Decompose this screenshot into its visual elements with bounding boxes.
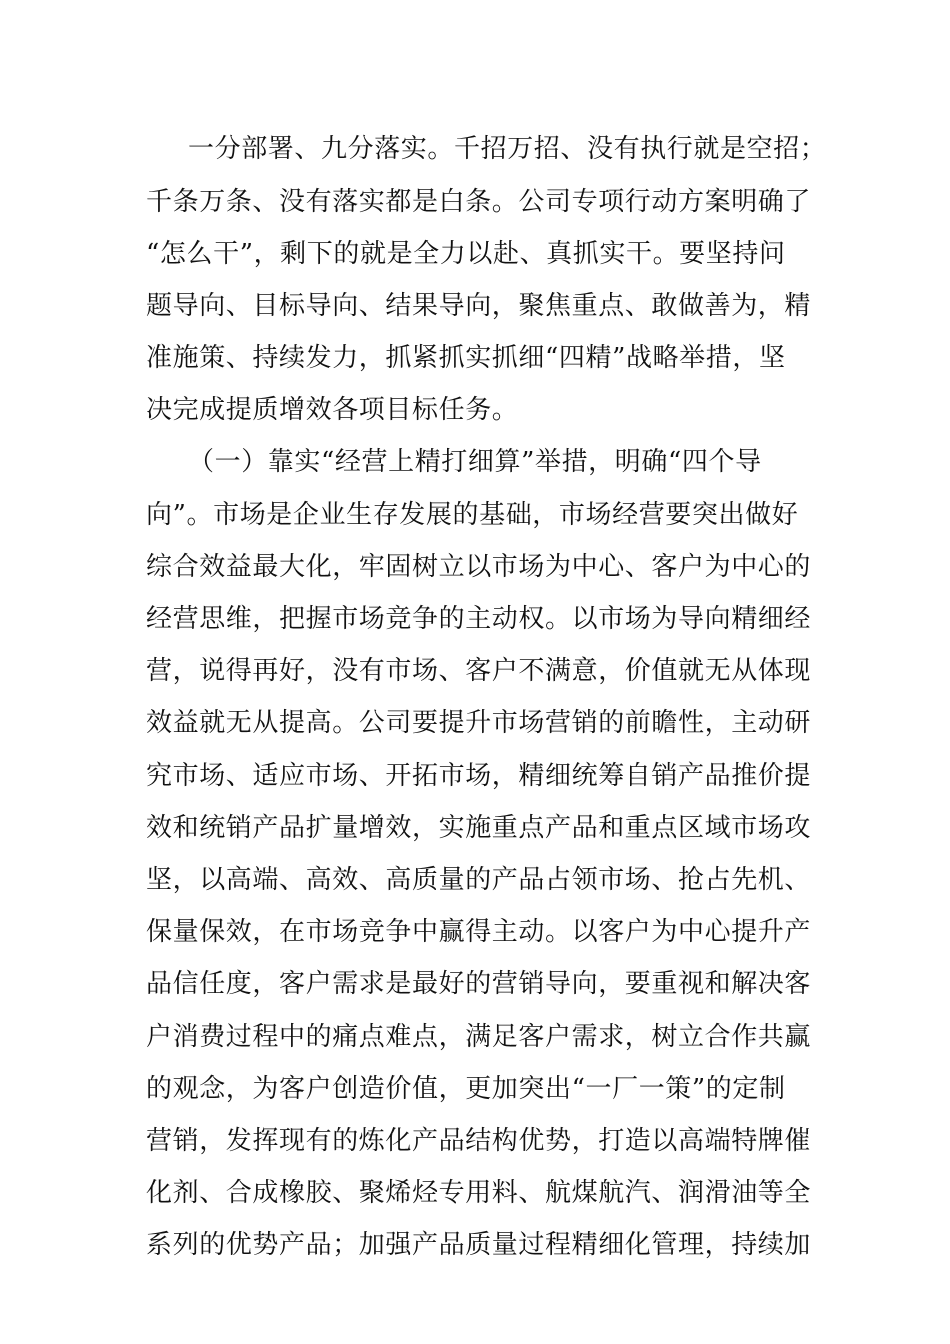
text-line: 品信任度，客户需求是最好的营销导向，要重视和解决客 bbox=[146, 969, 812, 999]
text-line: 准施策、持续发力，抓紧抓实抓细“四精”战略举措，坚 bbox=[146, 343, 786, 373]
text-line: 户消费过程中的痛点难点，满足客户需求，树立合作共赢 bbox=[146, 1022, 812, 1052]
text-line: 千条万条、没有落实都是白条。公司专项行动方案明确了 bbox=[146, 187, 812, 217]
text-line: 营，说得再好，没有市场、客户不满意，价值就无从体现 bbox=[146, 656, 812, 686]
text-line: 题导向、目标导向、结果导向，聚焦重点、敢做善为，精 bbox=[146, 291, 812, 321]
text-line: 向”。市场是企业生存发展的基础，市场经营要突出做好 bbox=[146, 500, 799, 530]
text-line: 一分部署、九分落实。千招万招、没有执行就是空招； bbox=[188, 134, 827, 164]
text-line: 坚，以高端、高效、高质量的产品占领市场、抢占先机、 bbox=[146, 865, 812, 895]
text-line: 系列的优势产品；加强产品质量过程精细化管理，持续加 bbox=[146, 1230, 812, 1260]
text-line: 化剂、合成橡胶、聚烯烃专用料、航煤航汽、润滑油等全 bbox=[146, 1178, 812, 1208]
text-line: 保量保效，在市场竞争中赢得主动。以客户为中心提升产 bbox=[146, 917, 812, 947]
section-heading-line: （一）靠实“经营上精打细算”举措，明确“四个导 bbox=[188, 447, 762, 477]
text-line: 营销，发挥现有的炼化产品结构优势，打造以高端特牌催 bbox=[146, 1126, 812, 1156]
text-line: 效和统销产品扩量增效，实施重点产品和重点区域市场攻 bbox=[146, 813, 812, 843]
text-line: 综合效益最大化，牢固树立以市场为中心、客户为中心的 bbox=[146, 552, 812, 582]
text-line: 的观念，为客户创造价值，更加突出“一厂一策”的定制 bbox=[146, 1074, 786, 1104]
text-line: “怎么干”，剩下的就是全力以赴、真抓实干。要坚持问 bbox=[146, 239, 786, 269]
text-line: 究市场、适应市场、开拓市场，精细统筹自销产品推价提 bbox=[146, 761, 812, 791]
text-line: 效益就无从提高。公司要提升市场营销的前瞻性，主动研 bbox=[146, 708, 812, 738]
text-line: 经营思维，把握市场竞争的主动权。以市场为导向精细经 bbox=[146, 604, 812, 634]
text-line: 决完成提质增效各项目标任务。 bbox=[146, 395, 519, 425]
